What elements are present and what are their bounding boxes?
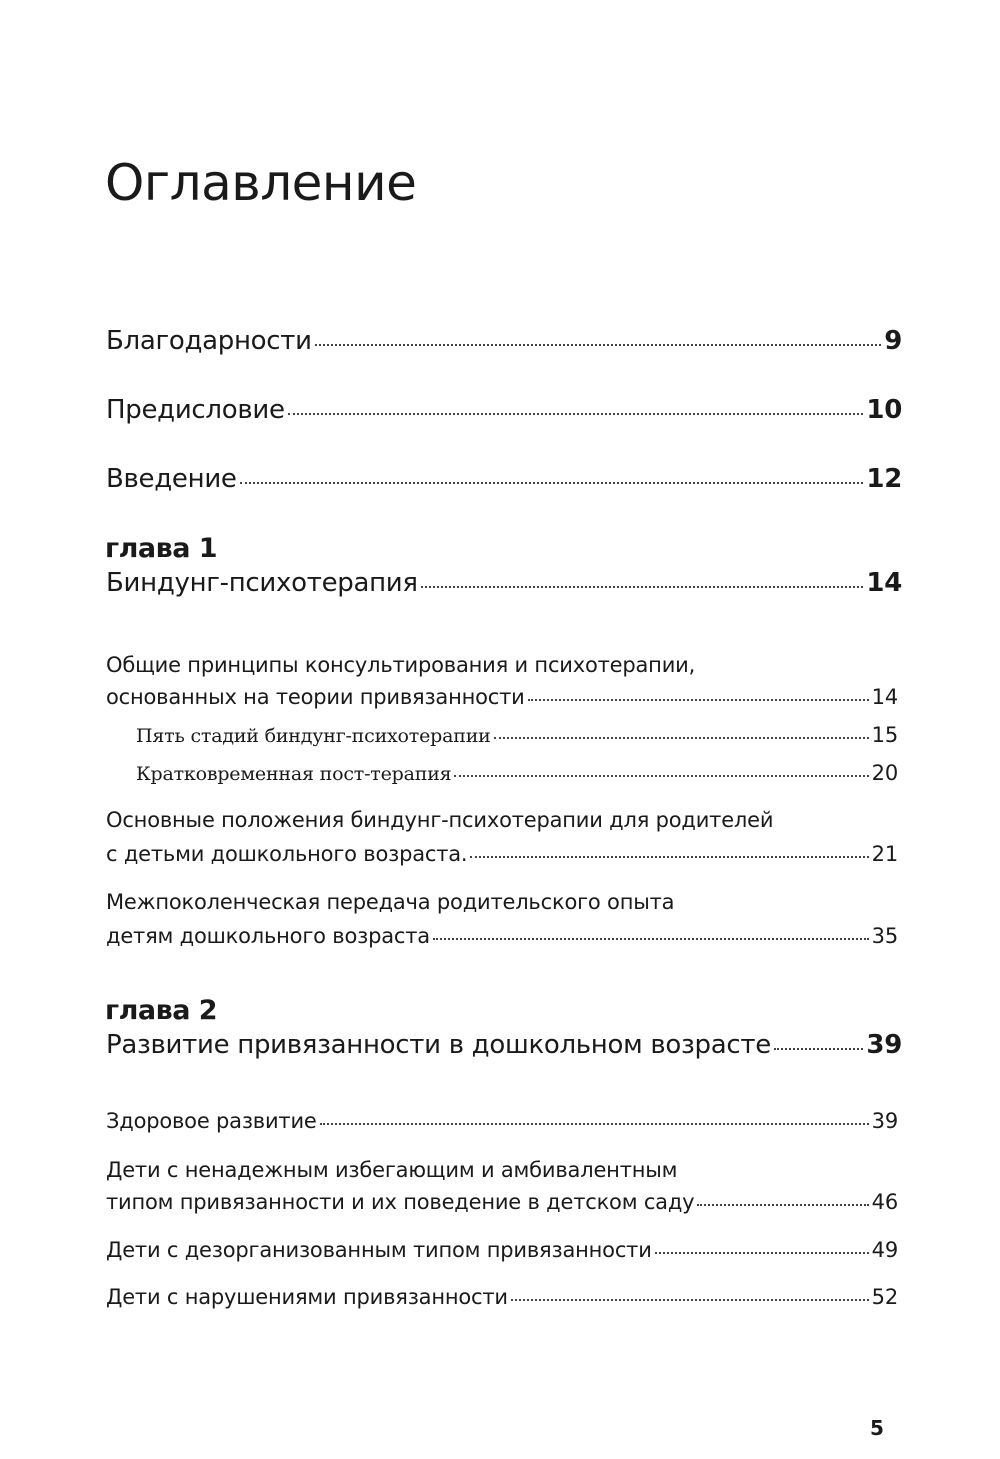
toc-section-entry[interactable] [106,924,898,948]
toc-section-entry[interactable] [106,1285,898,1309]
dot-leader [433,937,869,940]
dot-leader [511,1298,869,1301]
toc-entry-preface[interactable] [106,395,902,425]
chapter-page: 14 [866,568,902,598]
dot-leader [288,412,864,415]
toc-section-label: Здоровое развитие [106,1109,317,1133]
dot-leader [494,736,869,739]
toc-section-page: 35 [871,924,898,948]
toc-entry-page: 10 [866,395,902,425]
toc-subsection-entry[interactable] [136,761,898,785]
chapter-title: Биндунг-психотерапия [106,568,418,598]
chapter-1-title-entry[interactable] [106,568,902,598]
toc-section-line1[interactable]: Основные положения биндунг-психотерапии для родителей [106,808,774,832]
toc-section-entry[interactable] [106,1190,898,1214]
toc-section-page: 14 [871,685,898,709]
toc-section-label: детям дошкольного возраста [106,924,430,948]
toc-section-line1[interactable]: Общие принципы консультирования и психотерапии, [106,653,696,677]
toc-entry-label: Введение [106,464,237,494]
page-title: Оглавление [105,154,417,212]
toc-section-entry[interactable] [106,685,898,709]
toc-entry-introduction[interactable] [106,464,902,494]
dot-leader [697,1203,868,1206]
toc-section-label: Дети с дезорганизованным типом привязанности [106,1238,652,1262]
dot-leader [655,1251,869,1254]
chapter-title: Развитие привязанности в дошкольном возрасте [106,1030,771,1060]
dot-leader [240,481,864,484]
page-number: 5 [870,1416,884,1440]
toc-entry-page: 12 [866,464,902,494]
toc-section-page: 46 [871,1190,898,1214]
toc-subsection-label: Кратковременная пост-терапия [136,763,452,785]
toc-section-page: 21 [871,842,898,866]
toc-subsection-page: 20 [871,761,898,785]
toc-section-line1[interactable]: Дети с ненадежным избегающим и амбивалентным [106,1158,678,1182]
toc-entry-page: 9 [884,326,902,356]
toc-section-page: 52 [871,1285,898,1309]
toc-section-label: Дети с нарушениями привязанности [106,1285,508,1309]
dot-leader [528,698,869,701]
chapter-2-title-entry[interactable] [106,1030,902,1060]
toc-section-label: типом привязанности и их поведение в детском саду [106,1190,695,1214]
dot-leader [421,585,864,588]
dot-leader [320,1122,869,1125]
toc-section-entry[interactable] [106,1109,898,1133]
toc-section-line1[interactable]: Межпоколенческая передача родительского опыта [106,890,675,914]
toc-entry-acknowledgements[interactable] [106,326,902,356]
toc-subsection-page: 15 [871,723,898,747]
dot-leader [774,1047,863,1050]
toc-section-label: с детьми дошкольного возраста. [106,842,468,866]
dot-leader [454,774,868,777]
chapter-1-label: глава 1 [105,533,218,564]
toc-section-page: 39 [871,1109,898,1133]
toc-section-entry[interactable] [106,1238,898,1262]
toc-entry-label: Благодарности [106,326,312,356]
toc-entry-label: Предисловие [106,395,285,425]
dot-leader [470,855,868,858]
dot-leader [315,343,881,346]
toc-section-entry[interactable] [106,842,898,866]
chapter-page: 39 [866,1030,902,1060]
toc-section-page: 49 [871,1238,898,1262]
chapter-2-label: глава 2 [105,995,218,1026]
toc-section-label: основанных на теории привязанности [106,685,525,709]
toc-subsection-entry[interactable] [136,723,898,747]
toc-subsection-label: Пять стадий биндунг-психотерапии [136,725,491,747]
